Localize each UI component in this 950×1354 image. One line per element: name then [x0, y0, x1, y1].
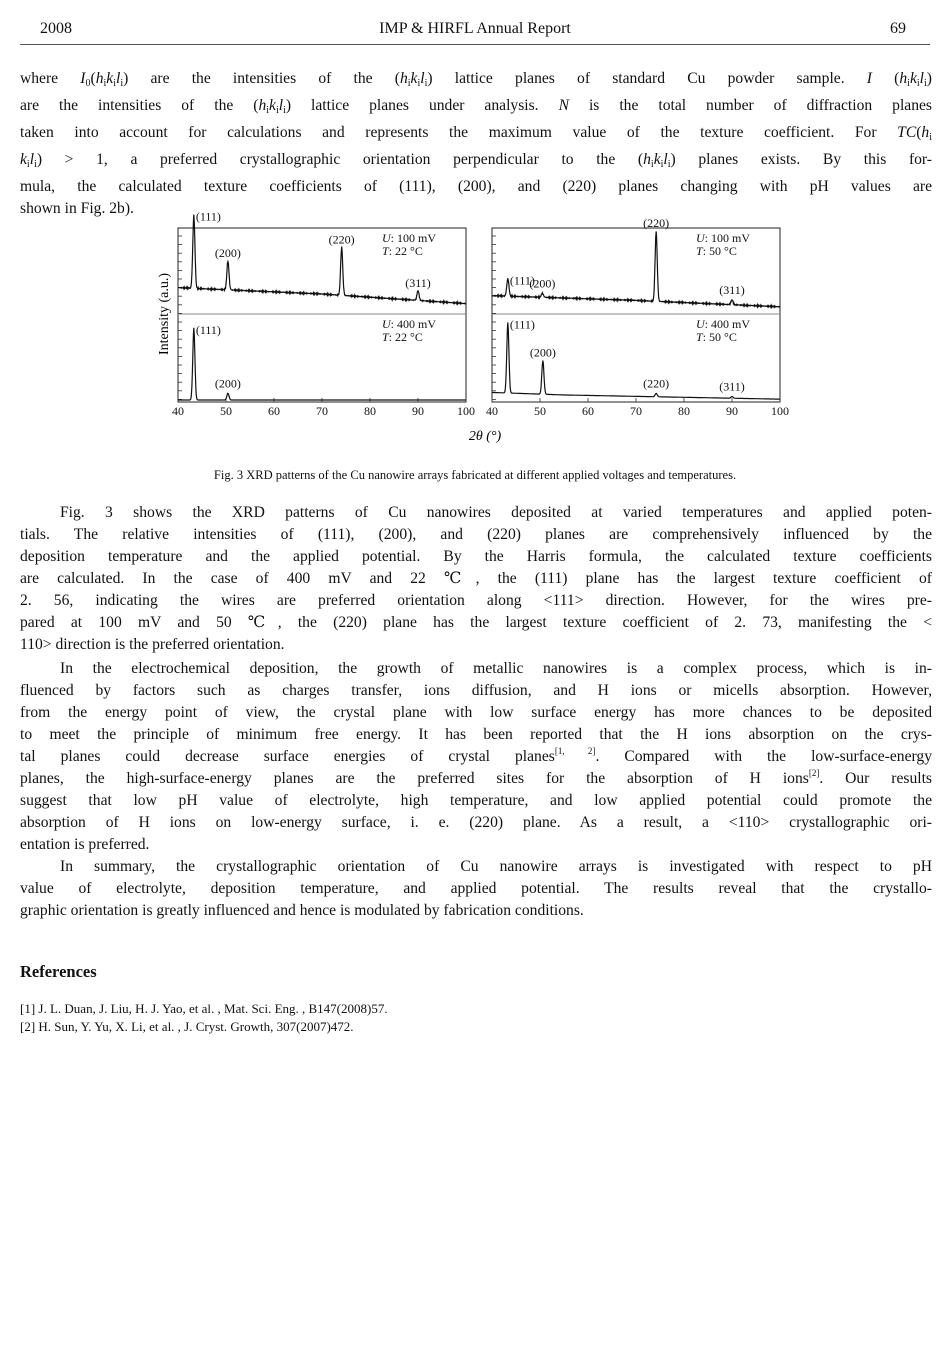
- peak-label: (220): [643, 376, 670, 391]
- text-line: 2. 56, indicating the wires are preferred orientation along <111> direction. However, for the wires pre-: [20, 592, 932, 609]
- condition-label: U: 400 mV: [696, 317, 751, 331]
- x-axis-label: 2θ (°): [468, 429, 502, 444]
- peak-label: (111): [509, 273, 535, 288]
- peak-label: (111): [509, 317, 535, 332]
- text-line: In summary, the crystallographic orientation of Cu nanowire arrays is investigated with respect to pH: [60, 858, 932, 875]
- peak-label: (311): [719, 379, 745, 394]
- figure-3-xrd: [150, 209, 810, 452]
- reference-item: [2] H. Sun, Y. Yu, X. Li, et al. , J. Cryst. Growth, 307(2007)472.: [20, 1019, 354, 1034]
- peak-label: (200): [529, 345, 556, 360]
- text-line: where $I_0(h_ik_il_i)$ are the intensities of the $(h_ik_il_i)$ lattice planes of standard Cu powder sample. I $(h_ik_il_i)$: [20, 70, 932, 89]
- x-tick-label: 50: [534, 404, 546, 418]
- xrd-chart: [150, 209, 810, 452]
- x-tick-label: 40: [486, 404, 498, 418]
- peak-label: (200): [214, 376, 241, 391]
- reference-item: [1] J. L. Duan, J. Liu, H. J. Yao, et al. , Mat. Sci. Eng. , B147(2008)57.: [20, 1001, 388, 1016]
- peak-label: (200): [529, 276, 556, 291]
- running-header: [20, 16, 930, 45]
- x-tick-label: 40: [172, 404, 184, 418]
- x-tick-label: 60: [582, 404, 594, 418]
- peak-label: (111): [195, 209, 221, 224]
- condition-label: U: 100 mV: [696, 231, 751, 245]
- peak-label: (220): [328, 232, 355, 247]
- peak-label: (200): [214, 246, 241, 261]
- text-line: Fig. 3 shows the XRD patterns of Cu nanowires deposited at varied temperatures and applied poten-: [60, 504, 932, 521]
- condition-label: T: 22 °C: [382, 244, 423, 258]
- condition-label: T: 50 °C: [696, 330, 737, 344]
- condition-label: T: 50 °C: [696, 244, 737, 258]
- text-line: tal planes could decrease surface energies of crystal planes[1, 2]. Compared with the low-surface-energy: [20, 746, 933, 765]
- text-line: tials. The relative intensities of (111), (200), and (220) planes are comprehensively influenced by the: [20, 526, 932, 543]
- condition-label: T: 22 °C: [382, 330, 423, 344]
- text-line: entation is preferred.: [20, 836, 150, 853]
- text-line: 110> direction is the preferred orientation.: [20, 636, 285, 653]
- x-tick-label: 90: [726, 404, 738, 418]
- text-line: mula, the calculated texture coefficients of (111), (200), and (220) planes changing with pH values are: [20, 178, 932, 195]
- text-line: to meet the principle of minimum free energy. It has been reported that the H ions absorption on the crys-: [20, 726, 932, 743]
- x-tick-label: 50: [220, 404, 232, 418]
- paragraph-deposition-mechanism: [20, 658, 932, 856]
- x-tick-label: 70: [316, 404, 328, 418]
- x-tick-label: 80: [364, 404, 376, 418]
- text-line: graphic orientation is greatly influenced and hence is modulated by fabrication conditions.: [20, 902, 584, 919]
- text-line: planes, the high-surface-energy planes are the preferred sites for the absorption of H ions[2]. Our results: [20, 768, 932, 787]
- paragraph-xrd-results: [20, 502, 932, 656]
- peak-label: (311): [719, 282, 745, 297]
- text-line: In the electrochemical deposition, the growth of metallic nanowires is a complex process, which is in-: [60, 660, 932, 677]
- references-heading: References: [20, 962, 97, 981]
- text-line: are calculated. In the case of 400 mV and 22 ℃, the (111) plane has the largest texture coefficient of: [20, 570, 932, 587]
- x-tick-label: 60: [268, 404, 280, 418]
- citation: [2]: [808, 768, 820, 778]
- peak-label: (220): [643, 215, 670, 230]
- peak-label: (311): [405, 275, 431, 290]
- x-tick-label: 70: [630, 404, 642, 418]
- text-line: suggest that low pH value of electrolyte, high temperature, and low applied potential could promote the: [20, 792, 932, 809]
- text-line: absorption of H ions on low-energy surface, i. e. (220) plane. As a result, a <110> crystallographic ori-: [20, 814, 932, 831]
- x-tick-label: 90: [412, 404, 424, 418]
- figure-caption: Fig. 3 XRD patterns of the Cu nanowire arrays fabricated at different applied voltages and temperatures.: [213, 468, 737, 482]
- text-line: value of electrolyte, deposition temperature, and applied potential. The results reveal that the crystallo-: [20, 880, 932, 897]
- text-line: from the energy point of view, the crystal plane with low surface energy has more chances to be deposited: [20, 704, 932, 721]
- text-line: pared at 100 mV and 50 ℃, the (220) plane has the largest texture coefficient of 2. 73, manifesting the <: [20, 614, 932, 631]
- y-axis-label: Intensity (a.u.): [157, 272, 172, 356]
- page-number: 69: [890, 20, 906, 37]
- paragraph-summary: [20, 856, 932, 922]
- header-year: 2008: [40, 20, 72, 37]
- x-tick-label: 100: [457, 404, 475, 418]
- text-line: shown in Fig. 2b).: [20, 200, 134, 217]
- text-line: are the intensities of the $(h_ik_il_i)$ lattice planes under analysis. N is the total number of diffraction planes: [20, 97, 932, 116]
- peak-label: (111): [195, 322, 221, 337]
- x-tick-label: 100: [771, 404, 789, 418]
- condition-label: U: 100 mV: [382, 231, 437, 245]
- text-line: deposition temperature and the applied potential. By the Harris formula, the calculated texture coefficients: [20, 548, 932, 565]
- text-line: fluenced by factors such as charges transfer, ions diffusion, and H ions or micells absorption. However,: [20, 682, 932, 699]
- x-tick-label: 80: [678, 404, 690, 418]
- text-line: taken into account for calculations and represents the maximum value of the texture coefficient. For $TC(h_i$: [20, 124, 932, 143]
- condition-label: U: 400 mV: [382, 317, 437, 331]
- citation: [1, 2]: [554, 746, 596, 756]
- text-line: $k_il_i) > 1$, a preferred crystallographic orientation perpendicular to the $(h_ik_il_i)$ planes exists. By this for-: [20, 151, 933, 170]
- header-title: IMP & HIRFL Annual Report: [379, 20, 571, 37]
- paragraph-texture-coefficient: [20, 68, 932, 220]
